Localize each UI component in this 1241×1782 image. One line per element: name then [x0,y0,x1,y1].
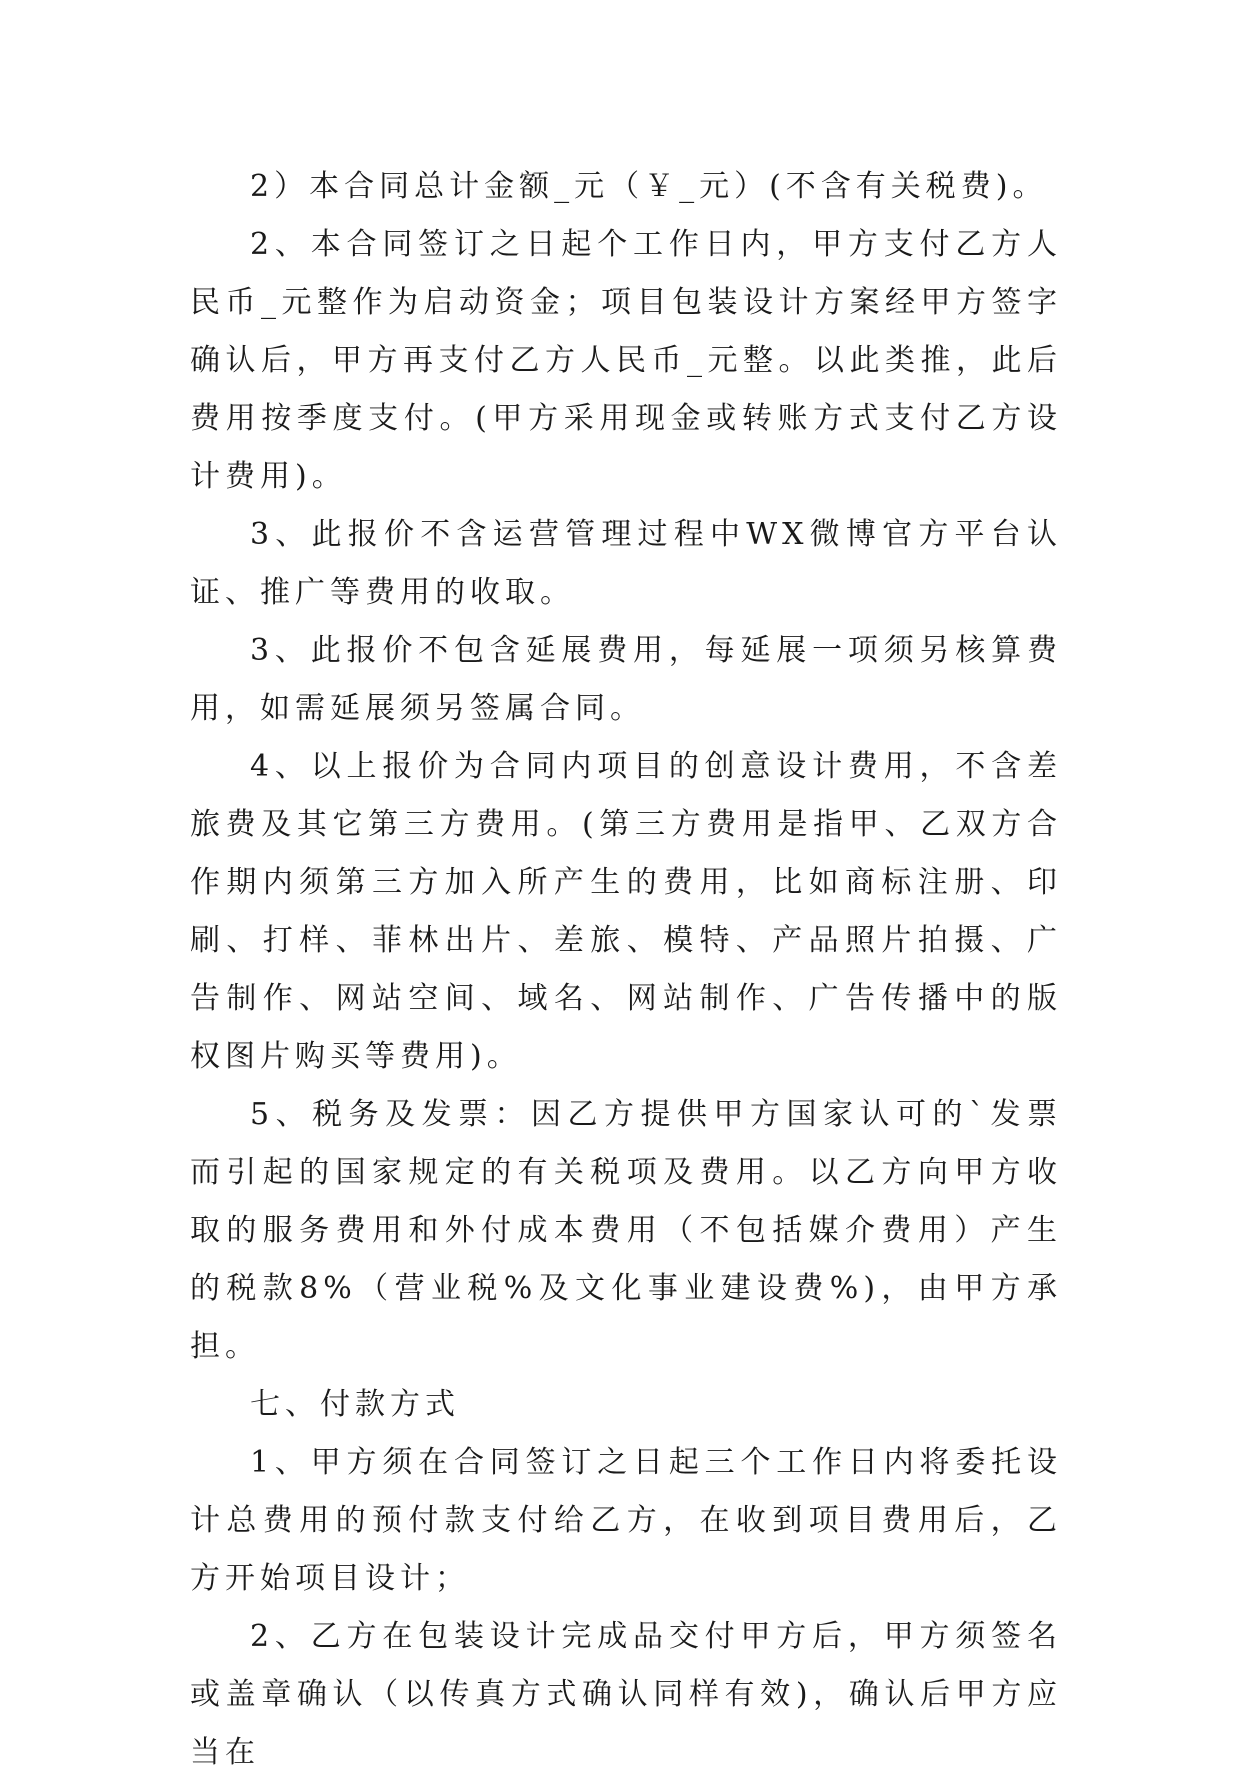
paragraph-extension-fees: 3、此报价不包含延展费用，每延展一项须另核算费用，如需延展须另签属合同。 [190,633,1062,726]
paragraph-delivery-confirmation: 2、乙方在包装设计完成品交付甲方后，甲方须签名或盖章确认（以传真方式确认同样有效)，确认后甲方应当在 [190,1619,1062,1770]
paragraph-tax-invoice: 5、税务及发票：因乙方提供甲方国家认可的`发票而引起的国家规定的有关税项及费用。以乙方向甲方收取的服务费用和外付成本费用（不包括媒介费用）产生的税款8%（营业税%及文化事业建设费%)，由甲方承担。 [190,1097,1062,1364]
document-body [190,158,1062,1782]
paragraph-third-party-fees: 4、以上报价为合同内项目的创意设计费用，不含差旅费及其它第三方费用。(第三方费用是指甲、乙双方合作期内须第三方加入所产生的费用，比如商标注册、印刷、打样、菲林出片、差旅、模特、产品照片拍摄、广告制作、网站空间、域名、网站制作、广告传播中的版权图片购买等费用)。 [190,749,1062,1074]
paragraph-total-amount: 2）本合同总计金额_元（￥_元）(不含有关税费)。 [250,169,1048,204]
paragraph-payment-schedule: 2、本合同签订之日起个工作日内，甲方支付乙方人民币_元整作为启动资金；项目包装设计方案经甲方签字确认后，甲方再支付乙方人民币_元整。以此类推，此后费用按季度支付。(甲方采用现金或转账方式支付乙方设计费用)。 [190,227,1062,494]
paragraph-prepayment: 1、甲方须在合同签订之日起三个工作日内将委托设计总费用的预付款支付给乙方，在收到项目费用后，乙方开始项目设计； [190,1445,1062,1596]
paragraph-platform-certification: 3、此报价不含运营管理过程中WX微博官方平台认证、推广等费用的收取。 [190,517,1062,610]
section-heading-payment-method: 七、付款方式 [250,1387,460,1422]
